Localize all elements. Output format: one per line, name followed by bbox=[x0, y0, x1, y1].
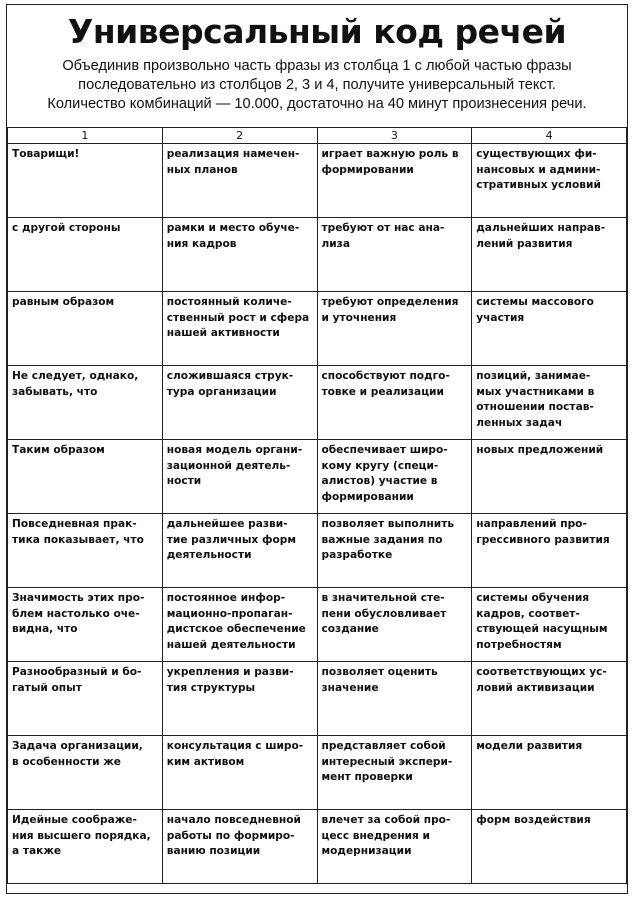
table-cell-col-3: требуют от нас ана- лиза bbox=[317, 218, 472, 292]
table-cell-col-1: Разнообразный и бо- гатый опыт bbox=[8, 662, 163, 736]
table-cell-col-2: укрепления и разви- тия структуры bbox=[162, 662, 317, 736]
table-cell-col-1: Значимость этих про- блем настолько оче- видна, что bbox=[8, 588, 163, 662]
table-cell-col-4: форм воздействия bbox=[472, 810, 627, 884]
table-cell-col-2: консультация с широ- ким активом bbox=[162, 736, 317, 810]
table-cell-col-2: сложившаяся струк- тура организации bbox=[162, 366, 317, 440]
table-cell-col-3: представляет собой интересный экспери- мент проверки bbox=[317, 736, 472, 810]
table-row bbox=[8, 366, 627, 440]
table-cell-col-1: Товарищи! bbox=[8, 144, 163, 218]
table-cell-col-4: направлений про- грессивного развития bbox=[472, 514, 627, 588]
phrase-table bbox=[7, 127, 627, 884]
document-page bbox=[6, 4, 628, 894]
page-title: Универсальный код речей bbox=[67, 12, 567, 51]
header-row bbox=[8, 128, 627, 144]
table-cell-col-3: позволяет выполнить важные задания по разработке bbox=[317, 514, 472, 588]
table-cell-col-4: новых предложений bbox=[472, 440, 627, 514]
table-cell-col-2: новая модель органи- зационной деятель- ности bbox=[162, 440, 317, 514]
intro-line: Объединив произвольно часть фразы из столбца 1 с любой частью фразы bbox=[62, 58, 572, 74]
table-cell-col-3: влечет за собой про- цесс внедрения и модернизации bbox=[317, 810, 472, 884]
table-cell-col-3: способствуют подго- товке и реализации bbox=[317, 366, 472, 440]
table-cell-col-4: дальнейших направ- лений развития bbox=[472, 218, 627, 292]
table-cell-col-2: постоянное инфор- мационно-пропаган- дистское обеспечение нашей деятельности bbox=[162, 588, 317, 662]
column-header: 3 bbox=[317, 128, 472, 144]
table-cell-col-2: начало повседневной работы по формиро- ванию позиции bbox=[162, 810, 317, 884]
table-cell-col-4: системы обучения кадров, соответ- ствующей насущным потребностям bbox=[472, 588, 627, 662]
column-header: 4 bbox=[472, 128, 627, 144]
table-row bbox=[8, 662, 627, 736]
table-cell-col-4: системы массового участия bbox=[472, 292, 627, 366]
table-row bbox=[8, 810, 627, 884]
table-cell-col-3: требуют определения и уточнения bbox=[317, 292, 472, 366]
table-cell-col-2: реализация намечен- ных планов bbox=[162, 144, 317, 218]
table-body bbox=[8, 144, 627, 884]
table-row bbox=[8, 292, 627, 366]
table-cell-col-1: Не следует, однако, забывать, что bbox=[8, 366, 163, 440]
table-cell-col-1: с другой стороны bbox=[8, 218, 163, 292]
table-cell-col-2: дальнейшее разви- тие различных форм деятельности bbox=[162, 514, 317, 588]
table-cell-col-3: играет важную роль в формировании bbox=[317, 144, 472, 218]
column-header: 1 bbox=[8, 128, 163, 144]
table-cell-col-3: обеспечивает широ- кому кругу (специ- алистов) участие в формировании bbox=[317, 440, 472, 514]
table-cell-col-2: рамки и место обуче- ния кадров bbox=[162, 218, 317, 292]
table-cell-col-4: модели развития bbox=[472, 736, 627, 810]
table-cell-col-4: соответствующих ус- ловий активизации bbox=[472, 662, 627, 736]
column-header: 2 bbox=[162, 128, 317, 144]
intro-text bbox=[11, 57, 623, 114]
table-cell-col-1: Таким образом bbox=[8, 440, 163, 514]
table-cell-col-3: позволяет оценить значение bbox=[317, 662, 472, 736]
table-cell-col-2: постоянный количе- ственный рост и сфера нашей активности bbox=[162, 292, 317, 366]
table-cell-col-1: Идейные соображе- ния высшего порядка, а также bbox=[8, 810, 163, 884]
table-row bbox=[8, 514, 627, 588]
table-row bbox=[8, 588, 627, 662]
table-cell-col-3: в значительной сте- пени обусловливает создание bbox=[317, 588, 472, 662]
table-cell-col-1: Повседневная прак- тика показывает, что bbox=[8, 514, 163, 588]
table-cell-col-1: равным образом bbox=[8, 292, 163, 366]
table-cell-col-4: существующих фи- нансовых и админи- стративных условий bbox=[472, 144, 627, 218]
intro-line: последовательно из столбцов 2, 3 и 4, получите универсальный текст. bbox=[78, 77, 556, 93]
table-cell-col-4: позиций, занимае- мых участниками в отношении постав- ленных задач bbox=[472, 366, 627, 440]
table-row bbox=[8, 218, 627, 292]
table-row bbox=[8, 440, 627, 514]
intro-line: Количество комбинаций — 10.000, достаточно на 40 минут произнесения речи. bbox=[47, 96, 587, 112]
table-cell-col-1: Задача организации, в особенности же bbox=[8, 736, 163, 810]
table-row bbox=[8, 144, 627, 218]
table-row bbox=[8, 736, 627, 810]
